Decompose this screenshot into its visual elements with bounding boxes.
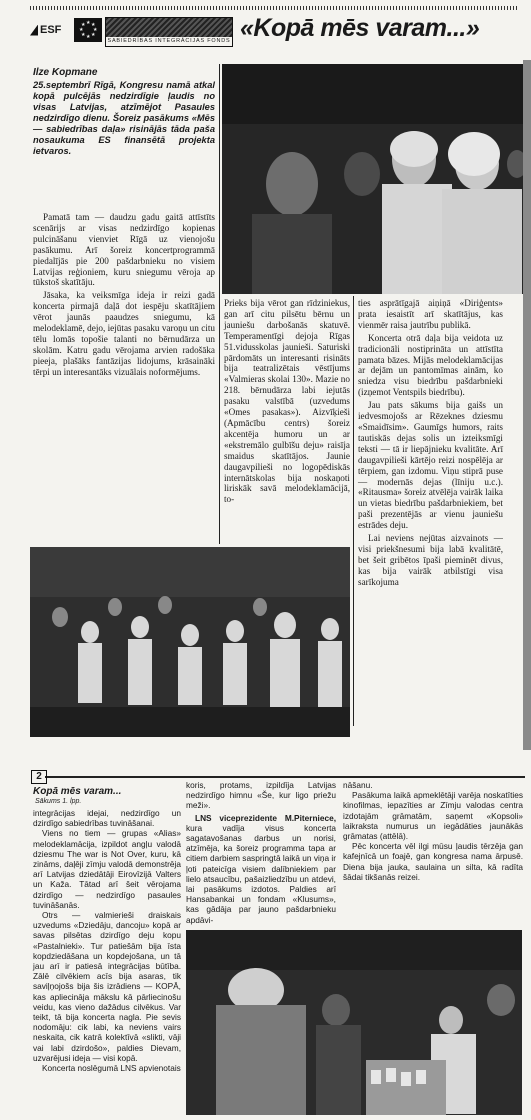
continuation-column-1	[33, 808, 181, 1118]
performance-photo-illustration	[30, 547, 350, 737]
book-stand-photo-illustration	[186, 930, 522, 1115]
paragraph: Jau pats sākums bija gaišs un iedvesmojošs ar Rēzeknes dziesmu «Smaidīsim». Gaumīgs humors, raits tautiskās dejas solis un izteiksmīgi teksti — tā ir liepājnieku kvalitāte. Arī daugavpilieši kārtējo reizi nospēlēja ar tērpiem, gan izdomu. Viņu stiprā puse — modernās dejas (līniju u.c.). «Ritausma» šoreiz atvēlēja vairāk laika un vietas biedrību pašdarbniekiem, bet paši prezentējās ar vienu jauniešu estrādes deju.	[358, 400, 503, 531]
column-divider	[353, 296, 354, 726]
esf-label: ESF	[40, 24, 62, 36]
lead-paragraph: 25.septembrī Rīgā, Kongresu namā atkal kopā pulcējās nedzirdīgie ļaudis no visas Latvijas, atzīmējot Pasaules nedzirdīgo dienu. Šoreiz pasākums «Mēs — sabiedrības daļa» risinājās tāda paša nosaukuma ES finansētā projekta ietvaros.	[33, 80, 215, 156]
paragraph: ties asprātīgajā aiņiņā «Diriģents» prata iesaistīt arī skatītājus, kas vienmēr raisa jautrību publikā.	[358, 298, 503, 330]
esf-logo	[30, 22, 70, 38]
article-column-1	[33, 212, 215, 542]
scan-edge	[523, 60, 531, 750]
concert-audience-photo	[222, 64, 527, 294]
page-divider	[45, 776, 525, 778]
column-divider	[219, 64, 220, 544]
paragraph: Prieks bija vērot gan rīdziniekus, gan arī citu pilsētu bērnu un jauniešu darbošanās skatuvē. Temperamentīgi dejoja Rīgas 51.vidusskolas jaunieši. Saturiski pārdomāts un interesanti risināts bija teatralizētais vēstījums «Valmieras skolai 130». Mazie no 218. bērnudārza labi iejutās pasaku valstībā (uzvedums «Omes pasakas»). Aizvīķieši (Apmācību centrs) šoreiz akcentēja humoru un ar «ekstremālo gulbīšu deju» raisīja smaidus skatītājos. Jaunie daugavpilieši no logopēdiskās internātskolas bija noskaņoti liriskāk savā melodeklamācijā, to-	[224, 298, 350, 505]
paragraph: koris, protams, izpildīja Latvijas nedzirdīgo himnu «Še, kur ligo priežu meži».	[186, 780, 336, 811]
paragraph: Koncerta noslēgumā LNS apvienotais	[42, 1063, 181, 1074]
article-column-2	[224, 298, 350, 543]
paragraph: Pēc koncerta vēl ilgi mūsu ļaudis tērzēja gan kafejnīcā un foajē, gan kongresa nama ārpusē. Diena bija jauka, saulaina un silta, kā radīta šādai tikšanās reizei.	[343, 841, 523, 882]
paragraph-text: kura vadīja visus koncerta sagatavošanas darbus un norisi, atzīmēja, ka šoreiz programma tapa ar citiem darbiem saspringtā laikā un viņa ir ļoti pateicīga visiem dalībniekiem par lielo atsaucību, pašaizliedzību un atdevi, lai pasākums izdotos. Paldies arī Hansabankai un fondam «Klusums», kas gādāja par jauno pašdarbnieku apdāvi-	[186, 822, 336, 925]
continuation-column-3	[343, 780, 523, 930]
fund-banner	[105, 17, 233, 47]
continuation-column-2	[186, 780, 336, 930]
speaker-name: LNS viceprezidente M.Piterniece,	[195, 812, 336, 823]
paragraph: Viens no tiem — grupas «Alias» melodeklamācija, izpildot angļu valodā dziesmu The war is Not Over, kuru, kā zināms, daļēji zīmju valodā demonstrēja arī Latvijas dziedātāji Eirovīzijā Valters un Kaža. Tātad arī šeit vērojama dzirdīgo — nedzirdīgo pasaules tuvināšanās.	[33, 828, 181, 910]
banner-caption: SABIEDRĪBAS INTEGRĀCIJAS FONDS	[107, 38, 231, 44]
paragraph: Koncerta otrā daļa bija veidota uz tradicionāli nostiprināta un attīstīta pamata bāzes. Mijās melodeklamācijas ar dejām un pantomīmas ainām, ko sniedza visu biedrību pašdarbnieki (izņemot Ventspils biedrību).	[358, 332, 503, 398]
headline: «Kopā mēs varam...»	[240, 14, 480, 42]
article-column-3	[358, 298, 503, 728]
paragraph: Otrs — valmierieši draiskais uzvedums «Dziedāju, dancoju» kopā ar savas pilsētas dzirdīgo deju kopu «Pastalnieki». Tur patiešām bija īsta kopdziedāšana un kopdejošana, un tā jau arī ir patiesā integrācijas būtība. Zālē cilvēkiem acīs bija asaras, tik saviļņojošs bija šis izrādiens — KOPĀ, kas apliecināja mākslu kā pārliecinošu veidu, kas vieno dažādus cilvēkus. Var teikt, tā bija koncerta nagla. Pie sevis nodomāju: cik labi, ka neviens vairs neskaita, cik katrā kolektīvā «slikti, vāji vai labi dzirdošo», paldies Dievam, uzvarējusi ideja — visi kopā.	[33, 910, 181, 1063]
paragraph: Pamatā tam — daudzu gadu gaitā attīstīts scenārijs ar visas nedzirdīgo kopienas pulcināšanu vienviet Rīgā uz vienojošu pasākumu. Arī šoreiz koncertprogrammā piedalījās pie 200 pašdarbnieku no visiem Latvijas reģioniem, kuru sniegumu vēroja ap tūkstoš skatītāju.	[33, 212, 215, 288]
esf-mark-icon	[30, 25, 38, 36]
eu-flag-icon: ★ ★ ★ ★ ★ ★ ★ ★	[74, 18, 102, 42]
banner-pattern	[106, 18, 232, 37]
book-stand-photo	[186, 930, 522, 1115]
top-border	[30, 6, 518, 10]
page-number: 2	[31, 770, 47, 784]
children-performance-photo	[30, 547, 350, 737]
continuation-source: Sākums 1. lpp.	[35, 798, 82, 805]
paragraph: integrācijas idejai, nedzirdīgo un dzirdīgo sabiedrības tuvināšanai.	[33, 808, 181, 829]
paragraph: Jāsaka, ka veiksmīga ideja ir reizi gadā koncerta pirmajā daļā dot iespēju skatītājiem vērot jaunās paaudzes sniegumu, kā melodeklamē, dejo, iejūtas pasaku varoņu un citu tēlu lomās topošie talanti no bērnudārza un skolām. Katru gadu vērojama arvien radošāka pieeja, plašāks fantāzijas lidojums, krāsaināki tērpi un interesantāks vizuālais noformējums.	[33, 290, 215, 377]
paragraph: nāšanu.	[343, 780, 373, 790]
paragraph: Pasākuma laikā apmeklētāji varēja noskatīties kinofilmas, iepazīties ar Zīmju valodas centra izdotajām grāmatām, saņemt «Kopsoli» laikraksta numurus un iegādāties jaunākās grāmatas (attēlā).	[343, 790, 523, 842]
paragraph: Lai neviens nejūtas aizvainots — visi priekšnesumi bija labā kvalitātē, bet šeit gribētos īpaši pieminēt divus, kas bija vairāk atbilstīgi visa sarīkojuma	[358, 533, 503, 587]
author: Ilze Kopmane	[33, 67, 98, 78]
audience-photo-illustration	[222, 64, 527, 294]
continuation-title: Kopā mēs varam...	[33, 786, 122, 797]
